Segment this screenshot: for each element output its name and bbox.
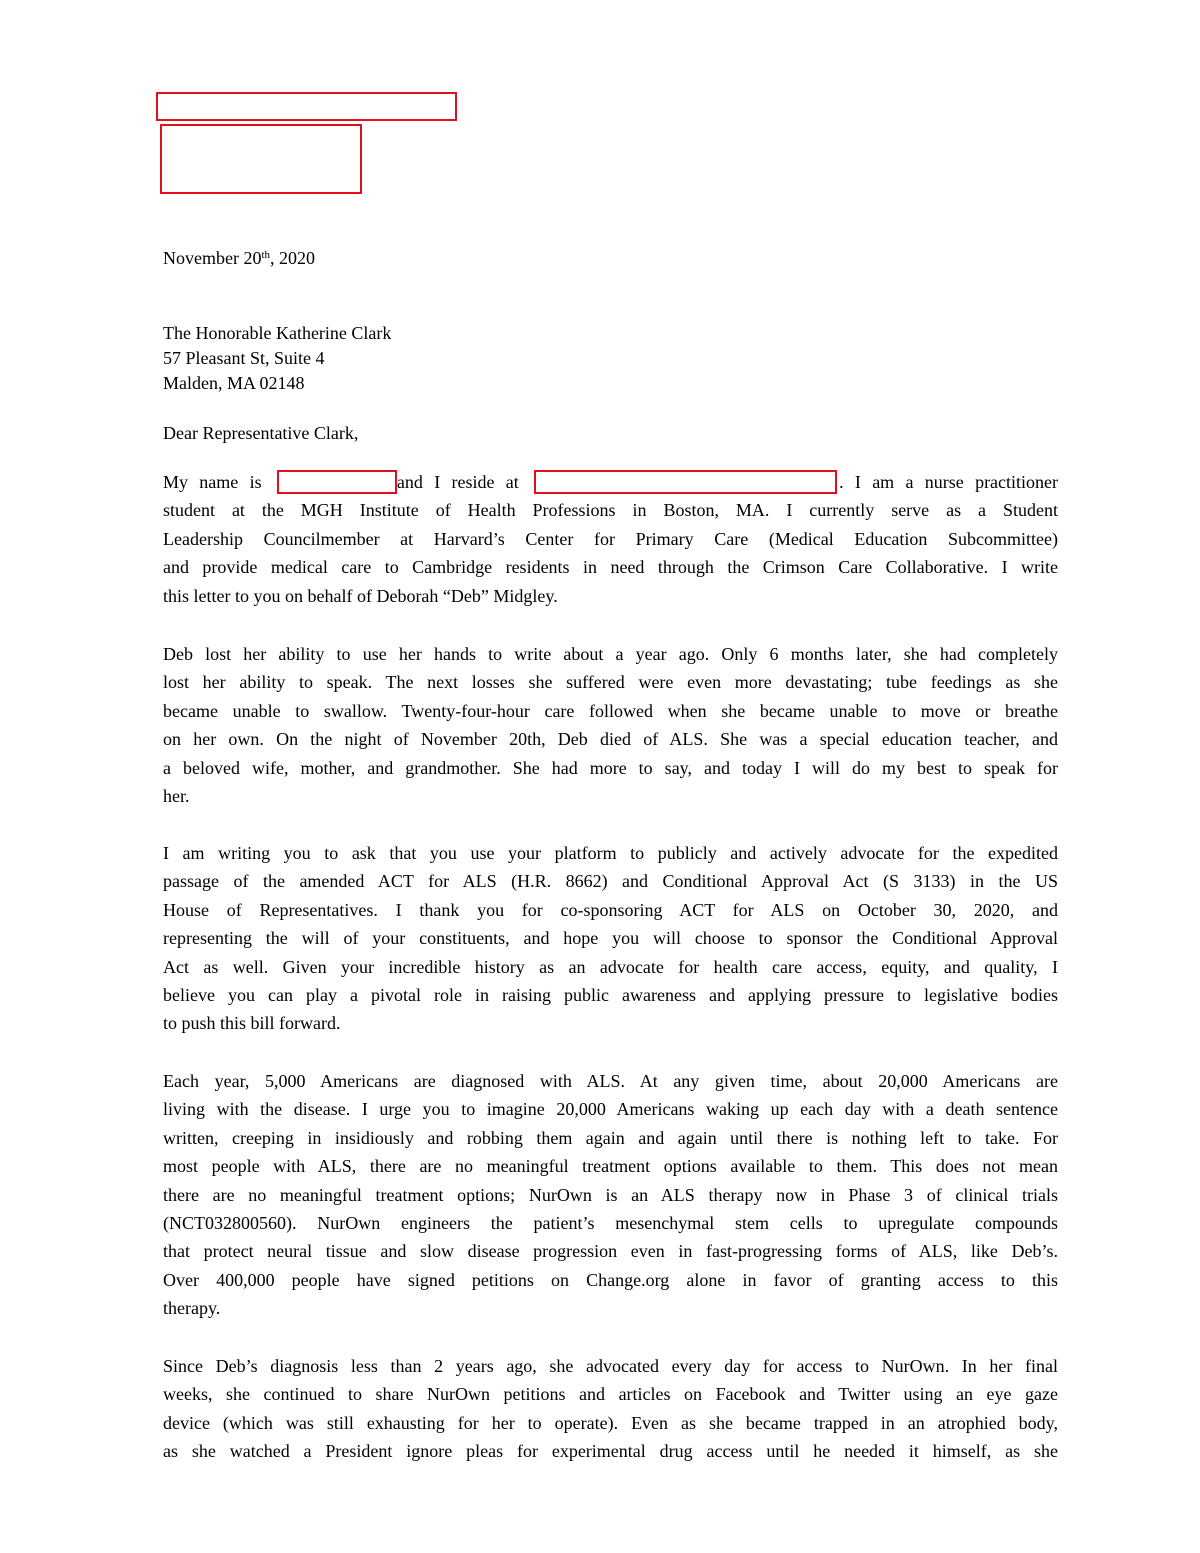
paragraph-deb-story: [163, 640, 1058, 810]
text-line: that protect neural tissue and slow disease progression even in fast-progressing forms of ALS, like Deb’s.: [163, 1241, 1058, 1262]
redacted-sender-address: [160, 124, 362, 194]
text-line: believe you can play a pivotal role in raising public awareness and applying pressure to legislative bodies: [163, 985, 1058, 1006]
paragraph-request: [163, 839, 1058, 1038]
recipient-city: Malden, MA 02148: [163, 373, 305, 393]
intro-line-1: My name is and I reside at . I am a nurse practitioner: [163, 472, 1059, 492]
recipient-name: The Honorable Katherine Clark: [163, 323, 392, 343]
redacted-author-residence: [534, 470, 837, 494]
text-line: passage of the amended ACT for ALS (H.R. 8662) and Conditional Approval Act (S 3133) in the US: [163, 871, 1058, 892]
date-superscript: th: [261, 249, 271, 261]
text-line: therapy.: [163, 1298, 221, 1319]
text-line: most people with ALS, there are no meaningful treatment options available to them. This does not mean: [163, 1156, 1058, 1177]
text-line: became unable to swallow. Twenty-four-hour care followed when she became unable to move or breathe: [163, 700, 1058, 721]
text-line: representing the will of your constituents, and hope you will choose to sponsor the Conditional Approval: [163, 928, 1058, 949]
text-line: (NCT032800560). NurOwn engineers the patient’s mesenchymal stem cells to upregulate compounds: [163, 1213, 1058, 1234]
text-line: lost her ability to speak. The next losses she suffered were even more devastating; tube feedings as she: [163, 672, 1058, 693]
paragraph-als-statistics: [163, 1067, 1058, 1323]
text-line: Over 400,000 people have signed petitions on Change.org alone in favor of granting access to this: [163, 1269, 1058, 1290]
text-line: I am writing you to ask that you use your platform to publicly and actively advocate for the expedited: [163, 843, 1058, 863]
text-line: Deb lost her ability to use her hands to write about a year ago. Only 6 months later, she had completely: [163, 644, 1058, 664]
intro-line-5: this letter to you on behalf of Deborah “Deb” Midgley.: [163, 585, 558, 606]
text-line: Each year, 5,000 Americans are diagnosed with ALS. At any given time, about 20,000 Americans are: [163, 1071, 1058, 1091]
text-line: as she watched a President ignore pleas for experimental drug access until he needed it himself, as she: [163, 1441, 1058, 1462]
redacted-author-name: [277, 470, 397, 494]
text-line: her.: [163, 786, 190, 807]
intro-line-2: student at the MGH Institute of Health Professions in Boston, MA. I currently serve as a Student: [163, 500, 1058, 521]
salutation: Dear Representative Clark,: [163, 423, 359, 443]
recipient-street: 57 Pleasant St, Suite 4: [163, 348, 325, 368]
paragraph-advocacy: [163, 1352, 1058, 1466]
text-line: House of Representatives. I thank you for co-sponsoring ACT for ALS on October 30, 2020, and: [163, 899, 1058, 920]
text-line: a beloved wife, mother, and grandmother. She had more to say, and today I will do my best to speak for: [163, 757, 1058, 778]
redacted-sender-name: [156, 92, 457, 121]
text-line: weeks, she continued to share NurOwn petitions and articles on Facebook and Twitter using an eye gaze: [163, 1384, 1058, 1405]
text-line: device (which was still exhausting for her to operate). Even as she became trapped in an atrophied body,: [163, 1412, 1058, 1433]
paragraph-introduction: [163, 468, 1058, 610]
intro-line-3: Leadership Councilmember at Harvard’s Center for Primary Care (Medical Education Subcommittee): [163, 528, 1058, 549]
text-line: Since Deb’s diagnosis less than 2 years ago, she advocated every day for access to NurOwn. In her final: [163, 1356, 1058, 1376]
text-line: there are no meaningful treatment options; NurOwn is an ALS therapy now in Phase 3 of clinical trials: [163, 1184, 1058, 1205]
text-line: living with the disease. I urge you to imagine 20,000 Americans waking up each day with a death sentence: [163, 1099, 1058, 1120]
text-line: on her own. On the night of November 20th, Deb died of ALS. She was a special education teacher, and: [163, 729, 1058, 750]
text-line: Act as well. Given your incredible history as an advocate for health care access, equity, and quality, I: [163, 956, 1058, 977]
letter-date: November 20th, 2020: [163, 248, 316, 268]
text-line: written, creeping in insidiously and robbing them again and again until there is nothing left to take. For: [163, 1127, 1058, 1148]
text-line: to push this bill forward.: [163, 1013, 341, 1034]
intro-line-4: and provide medical care to Cambridge residents in need through the Crimson Care Collaborative. I write: [163, 557, 1058, 578]
